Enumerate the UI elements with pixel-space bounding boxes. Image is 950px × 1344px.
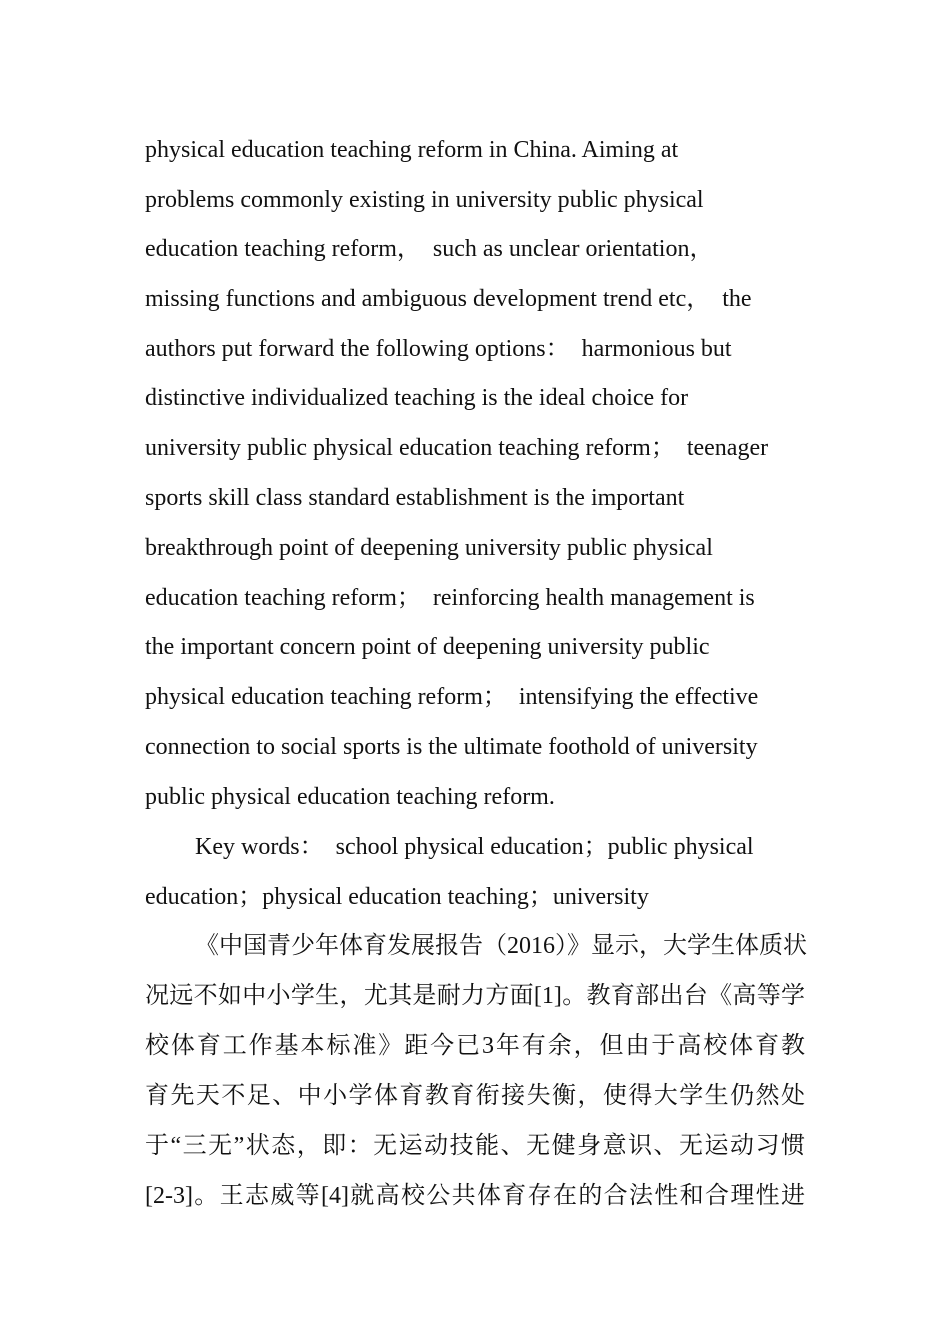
abstract-line: the important concern point of deepening university public [145,634,710,660]
abstract-line: physical education teaching reform in China. Aiming at [145,137,679,163]
keywords-line: education；physical education teaching；university [145,884,649,910]
body-line: [2-3]。王志威等[4]就高校公共体育存在的合法性和合理性进 [145,1183,805,1209]
keywords-line: Key words： school physical education；public physical [195,834,754,860]
body-line: 况远不如中小学生，尤其是耐力方面[1]。教育部出台《高等学 [145,983,805,1009]
abstract-line: distinctive individualized teaching is the ideal choice for [145,385,689,411]
body-line: 校体育工作基本标准》距今已3年有余，但由于高校体育教 [145,1033,805,1059]
body-line: 《中国青少年体育发展报告（2016）》显示，大学生体质状 [195,933,807,959]
abstract-line: education teaching reform； reinforcing health management is [145,585,755,611]
abstract-line: missing functions and ambiguous development trend etc， the [145,286,752,312]
abstract-line: physical education teaching reform； intensifying the effective [145,684,759,710]
abstract-line: connection to social sports is the ultimate foothold of university [145,734,758,760]
abstract-line: education teaching reform， such as unclear orientation， [145,236,714,262]
abstract-line: authors put forward the following options： harmonious but [145,336,732,362]
abstract-line: university public physical education teaching reform； teenager [145,435,769,461]
body-line: 育先天不足、中小学体育教育衔接失衡，使得大学生仍然处 [145,1083,805,1109]
abstract-line: sports skill class standard establishment is the important [145,485,685,511]
abstract-line: problems commonly existing in university public physical [145,187,704,213]
abstract-line: public physical education teaching reform. [145,784,555,810]
body-line: 于“三无”状态，即：无运动技能、无健身意识、无运动习惯 [145,1133,805,1159]
abstract-line: breakthrough point of deepening university public physical [145,535,713,561]
